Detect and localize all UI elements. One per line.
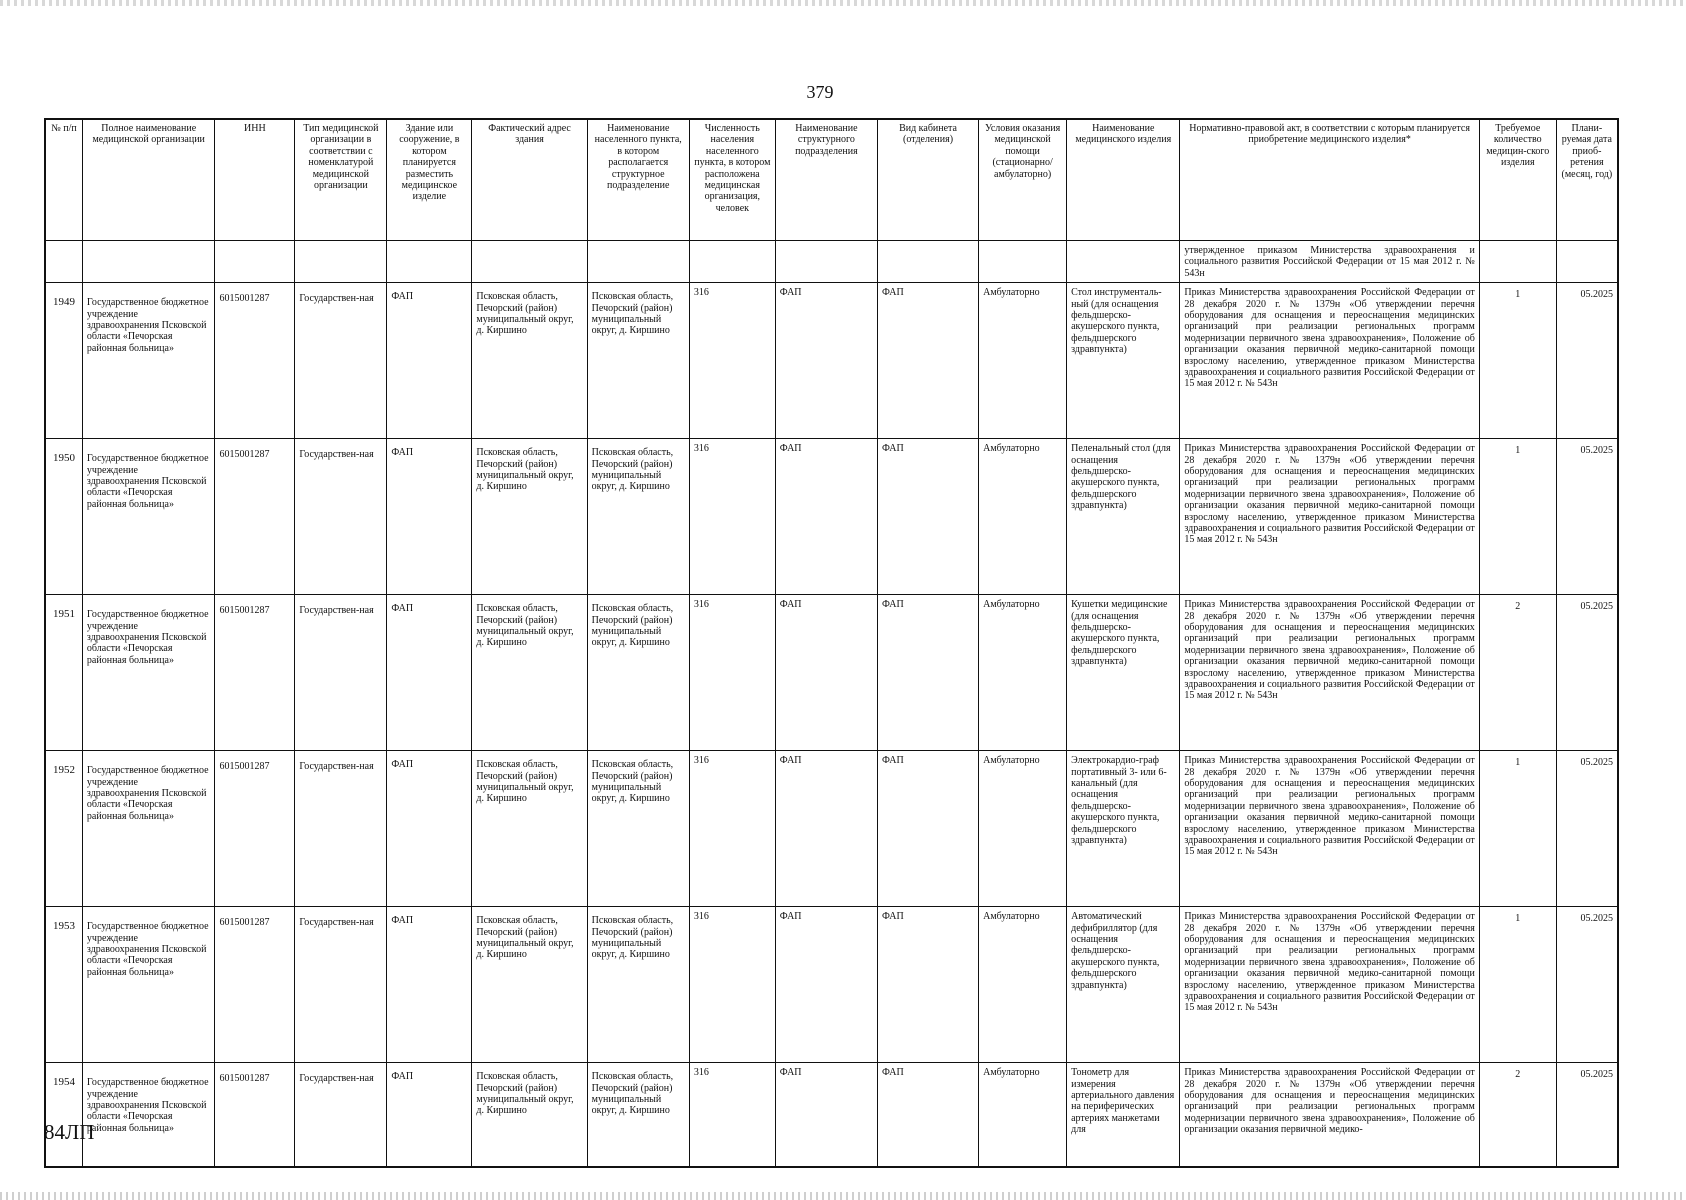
address-cell: Псковская область, Печорский (район) муниципальный округ, д. Киршино bbox=[472, 907, 587, 1063]
header-address: Фактический адрес здания bbox=[472, 119, 587, 241]
table-header-row bbox=[45, 119, 1618, 241]
act-cell: Приказ Министерства здравоохранения Российской Федерации от 28 декабря 2020 г. № 1379н «Об утверждении перечня оборудования для оснащения и переоснащения медицинских организаций при реализации региональных программ модернизации первичного звена здравоохранения», Положение об организации оказания первичной медико-санитарной помощи взрослому населению, утвержденное приказом Министерства здравоохранения и социального развития Российской Федерации от 15 мая 2012 г. № 543н bbox=[1180, 283, 1479, 439]
settlement-cell: Псковская область, Печорский (район) муниципальный округ, д. Киршино bbox=[587, 1063, 689, 1168]
date-cell: 05.2025 bbox=[1556, 907, 1618, 1063]
continuation-act-cell: утвержденное приказом Министерства здравоохранения и социального развития Российской Федерации от 15 мая 2012 г. № 543н bbox=[1180, 241, 1479, 283]
settlement-cell: Псковская область, Печорский (район) муниципальный округ, д. Киршино bbox=[587, 907, 689, 1063]
header-cabinet: Вид кабинета (отделения) bbox=[877, 119, 978, 241]
header-settlement: Наименование населенного пункта, в котором располагается структурное подразделение bbox=[587, 119, 689, 241]
inn-cell: 6015001287 bbox=[215, 751, 295, 907]
date-cell: 05.2025 bbox=[1556, 439, 1618, 595]
device-cell: Стол инструменталь-ный (для оснащения фельдшерско-акушерского пункта, фельдшерского здравпункта) bbox=[1067, 283, 1180, 439]
table-cell bbox=[587, 241, 689, 283]
header-qty: Требуемое количество медицин-ского изделия bbox=[1479, 119, 1556, 241]
table-cell bbox=[877, 241, 978, 283]
table-cell bbox=[689, 241, 775, 283]
settlement-cell: Псковская область, Печорский (район) муниципальный округ, д. Киршино bbox=[587, 439, 689, 595]
header-type: Тип медицинской организации в соответствии с номенклатурой медицинской организации bbox=[295, 119, 387, 241]
header-date: Плани-руемая дата приоб-ретения (месяц, год) bbox=[1556, 119, 1618, 241]
table-cell bbox=[82, 241, 215, 283]
inn-cell: 6015001287 bbox=[215, 907, 295, 1063]
page-number: 379 bbox=[806, 82, 834, 102]
act-cell: Приказ Министерства здравоохранения Российской Федерации от 28 декабря 2020 г. № 1379н «Об утверждении перечня оборудования для оснащения и переоснащения медицинских организаций при реализации региональных программ модернизации первичного звена здравоохранения», Положение об организации оказания первичной медико-санитарной помощи взрослому населению, утвержденное приказом Министерства здравоохранения и социального развития Российской Федерации от 15 мая 2012 г. № 543н bbox=[1180, 751, 1479, 907]
building-cell: ФАП bbox=[387, 1063, 472, 1168]
building-cell: ФАП bbox=[387, 595, 472, 751]
table-cell bbox=[472, 241, 587, 283]
table-row bbox=[45, 283, 1618, 439]
unit-cell: ФАП bbox=[775, 595, 877, 751]
date-cell: 05.2025 bbox=[1556, 1063, 1618, 1168]
building-cell: ФАП bbox=[387, 751, 472, 907]
building-cell: ФАП bbox=[387, 907, 472, 1063]
inn-cell: 6015001287 bbox=[215, 439, 295, 595]
population-cell: 316 bbox=[689, 907, 775, 1063]
unit-cell: ФАП bbox=[775, 439, 877, 595]
settlement-cell: Псковская область, Печорский (район) муниципальный округ, д. Киршино bbox=[587, 595, 689, 751]
header-org: Полное наименование медицинской организации bbox=[82, 119, 215, 241]
org-name-cell: Государственное бюджетное учреждение здравоохранения Псковской области «Печорская районная больница» bbox=[82, 439, 215, 595]
cabinet-cell: ФАП bbox=[877, 439, 978, 595]
population-cell: 316 bbox=[689, 595, 775, 751]
row-number-cell: 1953 bbox=[45, 907, 82, 1063]
org-type-cell: Государствен-ная bbox=[295, 283, 387, 439]
org-type-cell: Государствен-ная bbox=[295, 595, 387, 751]
date-cell: 05.2025 bbox=[1556, 751, 1618, 907]
population-cell: 316 bbox=[689, 1063, 775, 1168]
population-cell: 316 bbox=[689, 439, 775, 595]
table-cell bbox=[1067, 241, 1180, 283]
org-type-cell: Государствен-ная bbox=[295, 1063, 387, 1168]
table-row bbox=[45, 907, 1618, 1063]
act-cell: Приказ Министерства здравоохранения Российской Федерации от 28 декабря 2020 г. № 1379н «Об утверждении перечня оборудования для оснащения и переоснащения медицинских организаций при реализации региональных программ модернизации первичного звена здравоохранения», Положение об организации оказания первичной медико-санитарной помощи взрослому населению, утвержденное приказом Министерства здравоохранения и социального развития Российской Федерации от 15 мая 2012 г. № 543н bbox=[1180, 439, 1479, 595]
org-name-cell: Государственное бюджетное учреждение здравоохранения Псковской области «Печорская районная больница» bbox=[82, 751, 215, 907]
settlement-cell: Псковская область, Печорский (район) муниципальный округ, д. Киршино bbox=[587, 751, 689, 907]
header-inn: ИНН bbox=[215, 119, 295, 241]
org-name-cell: Государственное бюджетное учреждение здравоохранения Псковской области «Печорская районная больница» bbox=[82, 283, 215, 439]
conditions-cell: Амбулаторно bbox=[979, 1063, 1067, 1168]
scan-edge-bottom bbox=[0, 1192, 1686, 1200]
address-cell: Псковская область, Печорский (район) муниципальный округ, д. Киршино bbox=[472, 751, 587, 907]
population-cell: 316 bbox=[689, 283, 775, 439]
quantity-cell: 1 bbox=[1479, 283, 1556, 439]
table-cell bbox=[775, 241, 877, 283]
act-cell: Приказ Министерства здравоохранения Российской Федерации от 28 декабря 2020 г. № 1379н «Об утверждении перечня оборудования для оснащения и переоснащения медицинских организаций при реализации региональных программ модернизации первичного звена здравоохранения», Положение об организации оказания первичной медико- bbox=[1180, 1063, 1479, 1168]
unit-cell: ФАП bbox=[775, 283, 877, 439]
header-unit: Наименование структурного подразделения bbox=[775, 119, 877, 241]
header-act: Нормативно-правовой акт, в соответствии с которым планируется приобретение медицинского изделия* bbox=[1180, 119, 1479, 241]
building-cell: ФАП bbox=[387, 439, 472, 595]
org-name-cell: Государственное бюджетное учреждение здравоохранения Псковской области «Печорская районная больница» bbox=[82, 907, 215, 1063]
table-cell bbox=[45, 241, 82, 283]
quantity-cell: 1 bbox=[1479, 907, 1556, 1063]
act-cell: Приказ Министерства здравоохранения Российской Федерации от 28 декабря 2020 г. № 1379н «Об утверждении перечня оборудования для оснащения и переоснащения медицинских организаций при реализации региональных программ модернизации первичного звена здравоохранения», Положение об организации оказания первичной медико-санитарной помощи взрослому населению, утвержденное приказом Министерства здравоохранения и социального развития Российской Федерации от 15 мая 2012 г. № 543н bbox=[1180, 595, 1479, 751]
conditions-cell: Амбулаторно bbox=[979, 439, 1067, 595]
quantity-cell: 2 bbox=[1479, 595, 1556, 751]
address-cell: Псковская область, Печорский (район) муниципальный округ, д. Киршино bbox=[472, 439, 587, 595]
table-cell bbox=[1556, 241, 1618, 283]
device-cell: Пеленальный стол (для оснащения фельдшерско-акушерского пункта, фельдшерского здравпункта) bbox=[1067, 439, 1180, 595]
conditions-cell: Амбулаторно bbox=[979, 751, 1067, 907]
address-cell: Псковская область, Печорский (район) муниципальный округ, д. Киршино bbox=[472, 283, 587, 439]
quantity-cell: 2 bbox=[1479, 1063, 1556, 1168]
cabinet-cell: ФАП bbox=[877, 751, 978, 907]
act-cell: Приказ Министерства здравоохранения Российской Федерации от 28 декабря 2020 г. № 1379н «Об утверждении перечня оборудования для оснащения и переоснащения медицинских организаций при реализации региональных программ модернизации первичного звена здравоохранения», Положение об организации оказания первичной медико-санитарной помощи взрослому населению, утвержденное приказом Министерства здравоохранения и социального развития Российской Федерации от 15 мая 2012 г. № 543н bbox=[1180, 907, 1479, 1063]
org-type-cell: Государствен-ная bbox=[295, 439, 387, 595]
table-cell bbox=[215, 241, 295, 283]
cabinet-cell: ФАП bbox=[877, 1063, 978, 1168]
table-cell bbox=[1479, 241, 1556, 283]
header-building: Здание или сооружение, в котором планируется разместить медицинское изделие bbox=[387, 119, 472, 241]
row-number-cell: 1949 bbox=[45, 283, 82, 439]
inn-cell: 6015001287 bbox=[215, 1063, 295, 1168]
conditions-cell: Амбулаторно bbox=[979, 595, 1067, 751]
unit-cell: ФАП bbox=[775, 907, 877, 1063]
address-cell: Псковская область, Печорский (район) муниципальный округ, д. Киршино bbox=[472, 595, 587, 751]
quantity-cell: 1 bbox=[1479, 751, 1556, 907]
table-cell bbox=[979, 241, 1067, 283]
cabinet-cell: ФАП bbox=[877, 595, 978, 751]
conditions-cell: Амбулаторно bbox=[979, 283, 1067, 439]
device-cell: Тонометр для измерения артериального давления на периферических артериях манжетами для bbox=[1067, 1063, 1180, 1168]
header-device: Наименование медицинского изделия bbox=[1067, 119, 1180, 241]
continuation-row bbox=[45, 241, 1618, 283]
row-number-cell: 1954 bbox=[45, 1063, 82, 1168]
table-row bbox=[45, 439, 1618, 595]
header-num: № п/п bbox=[45, 119, 82, 241]
header-conditions: Условия оказания медицинской помощи (стационарно/ амбулаторно) bbox=[979, 119, 1067, 241]
table-row bbox=[45, 1063, 1618, 1168]
date-cell: 05.2025 bbox=[1556, 595, 1618, 751]
cabinet-cell: ФАП bbox=[877, 907, 978, 1063]
date-cell: 05.2025 bbox=[1556, 283, 1618, 439]
scan-edge-top bbox=[0, 0, 1686, 6]
row-number-cell: 1950 bbox=[45, 439, 82, 595]
footer-code: 84ЛП bbox=[44, 1120, 95, 1144]
quantity-cell: 1 bbox=[1479, 439, 1556, 595]
building-cell: ФАП bbox=[387, 283, 472, 439]
equipment-table bbox=[44, 118, 1619, 1168]
settlement-cell: Псковская область, Печорский (район) муниципальный округ, д. Киршино bbox=[587, 283, 689, 439]
org-name-cell: Государственное бюджетное учреждение здравоохранения Псковской области «Печорская районная больница» bbox=[82, 595, 215, 751]
header-population: Численность населения населенного пункта, в котором расположена медицинская организация, человек bbox=[689, 119, 775, 241]
inn-cell: 6015001287 bbox=[215, 283, 295, 439]
table-body bbox=[45, 241, 1618, 1168]
unit-cell: ФАП bbox=[775, 1063, 877, 1168]
cabinet-cell: ФАП bbox=[877, 283, 978, 439]
row-number-cell: 1952 bbox=[45, 751, 82, 907]
table-cell bbox=[295, 241, 387, 283]
address-cell: Псковская область, Печорский (район) муниципальный округ, д. Киршино bbox=[472, 1063, 587, 1168]
conditions-cell: Амбулаторно bbox=[979, 907, 1067, 1063]
device-cell: Электрокардио-граф портативный 3- или 6-канальный (для оснащения фельдшерско-акушерского пункта, фельдшерского здравпункта) bbox=[1067, 751, 1180, 907]
inn-cell: 6015001287 bbox=[215, 595, 295, 751]
table-row bbox=[45, 751, 1618, 907]
population-cell: 316 bbox=[689, 751, 775, 907]
unit-cell: ФАП bbox=[775, 751, 877, 907]
org-type-cell: Государствен-ная bbox=[295, 751, 387, 907]
table-row bbox=[45, 595, 1618, 751]
org-type-cell: Государствен-ная bbox=[295, 907, 387, 1063]
device-cell: Кушетки медицинские (для оснащения фельдшерско-акушерского пункта, фельдшерского здравпункта) bbox=[1067, 595, 1180, 751]
device-cell: Автоматический дефибриллятор (для оснащения фельдшерско-акушерского пункта, фельдшерского здравпункта) bbox=[1067, 907, 1180, 1063]
row-number-cell: 1951 bbox=[45, 595, 82, 751]
org-name-cell: Государственное бюджетное учреждение здравоохранения Псковской области «Печорская районная больница» bbox=[82, 1063, 215, 1168]
table-cell bbox=[387, 241, 472, 283]
